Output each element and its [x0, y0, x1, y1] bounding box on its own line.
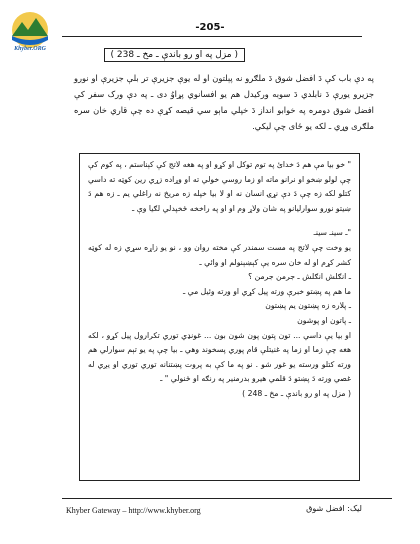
quote-paragraph-2: يو وخت چې لاتج په مست سمندر کې مخته روان وو ، نو يو زاړه سړي زه له کوټه کشر کړم او له خان سره يې کېښېنولم او وائي ـ — [88, 242, 351, 267]
quote-line: ـ پاتون او پوشون — [297, 315, 351, 325]
citation-box: ( مزل په او رو باندې ـ مخ ـ 238 ) — [104, 48, 245, 62]
intro-paragraph: په دې باب کې دَ افضل شوق دَ ملګرو نه پېلتون او له يوې جزيرې تر بلې جزيرې او نورو جزيرو يورې دَ نابلدي دَ سوبه ورکيدل هم يو افسانوي پړاوُ دی ـ په دې ورک سفر کې افضل شوق دومره په خوابو انداز دَ خپلي ماېو سي قيصه کړې ده چې قاري خان سره ملګری وړي ـ لکه يو ځای چې ليکي. — [74, 73, 374, 131]
quote-heading: "ـ سينـ سينـ — [313, 228, 351, 238]
header-rule — [62, 36, 362, 37]
footer-author: ليک: افضل شوق — [306, 504, 362, 513]
footer-rule — [62, 498, 392, 499]
paragraph-gap — [88, 216, 351, 226]
quote-citation: ( مزل په او رو باندې ـ مخ ـ 248 ) — [242, 388, 351, 398]
quote-line: ـ انګلش انګلش ـ جرمن جرمن ؟ — [248, 272, 351, 282]
logo-label: Khyber.ORG — [14, 46, 46, 52]
quote-paragraph-1: " خو بيا مې هم دَ خدائ په توم توکل او کړو او په هغه لاتج کې کېناستم ، په کوم کې چې لولو ښخو او نرانو ماته او زما روسي خولي ته او وړاده زړي رين کوټه ته داسي کتلو لکه زه چې دَ دې نړۍ انسان نه او لا بيا خپله زه مريخ نه راغلي يم ـ زه هم دَ ښيتو نورو سوارليانو په شان ولاړ وم او او په راخخه ځخپدلي لګيا وې ـ — [88, 160, 351, 213]
page-number: -205- — [195, 22, 225, 33]
quote-line: ـ پلاره زه پښتون يم پښتون — [265, 301, 351, 311]
quote-paragraph-3: او بيا يې داسي ... تون پتون پون شون بون ... غونډي توري تکرارول پيل کړو ، لکه هغه چې زما او زما په غنيتلې قام پوري پسخوند وهي ـ بيا چې په يو تېم سوارلي هم ورته کتلو ورسته يو غور شو . نو په ما کې به پروت پښتنانه توري توري او يږي له غصي ورته دَ پښتو دَ قلمي هيرو بدرمنير په رنګه او ځنولي " ـ — [88, 330, 351, 384]
quote-line: ما هم په پښتو خبرې ورته پيل کړي او ورته وئيل مي ـ — [182, 286, 351, 296]
quote-box — [79, 153, 360, 481]
footer-site: Khyber Gateway – http://www.khyber.org — [66, 506, 201, 515]
